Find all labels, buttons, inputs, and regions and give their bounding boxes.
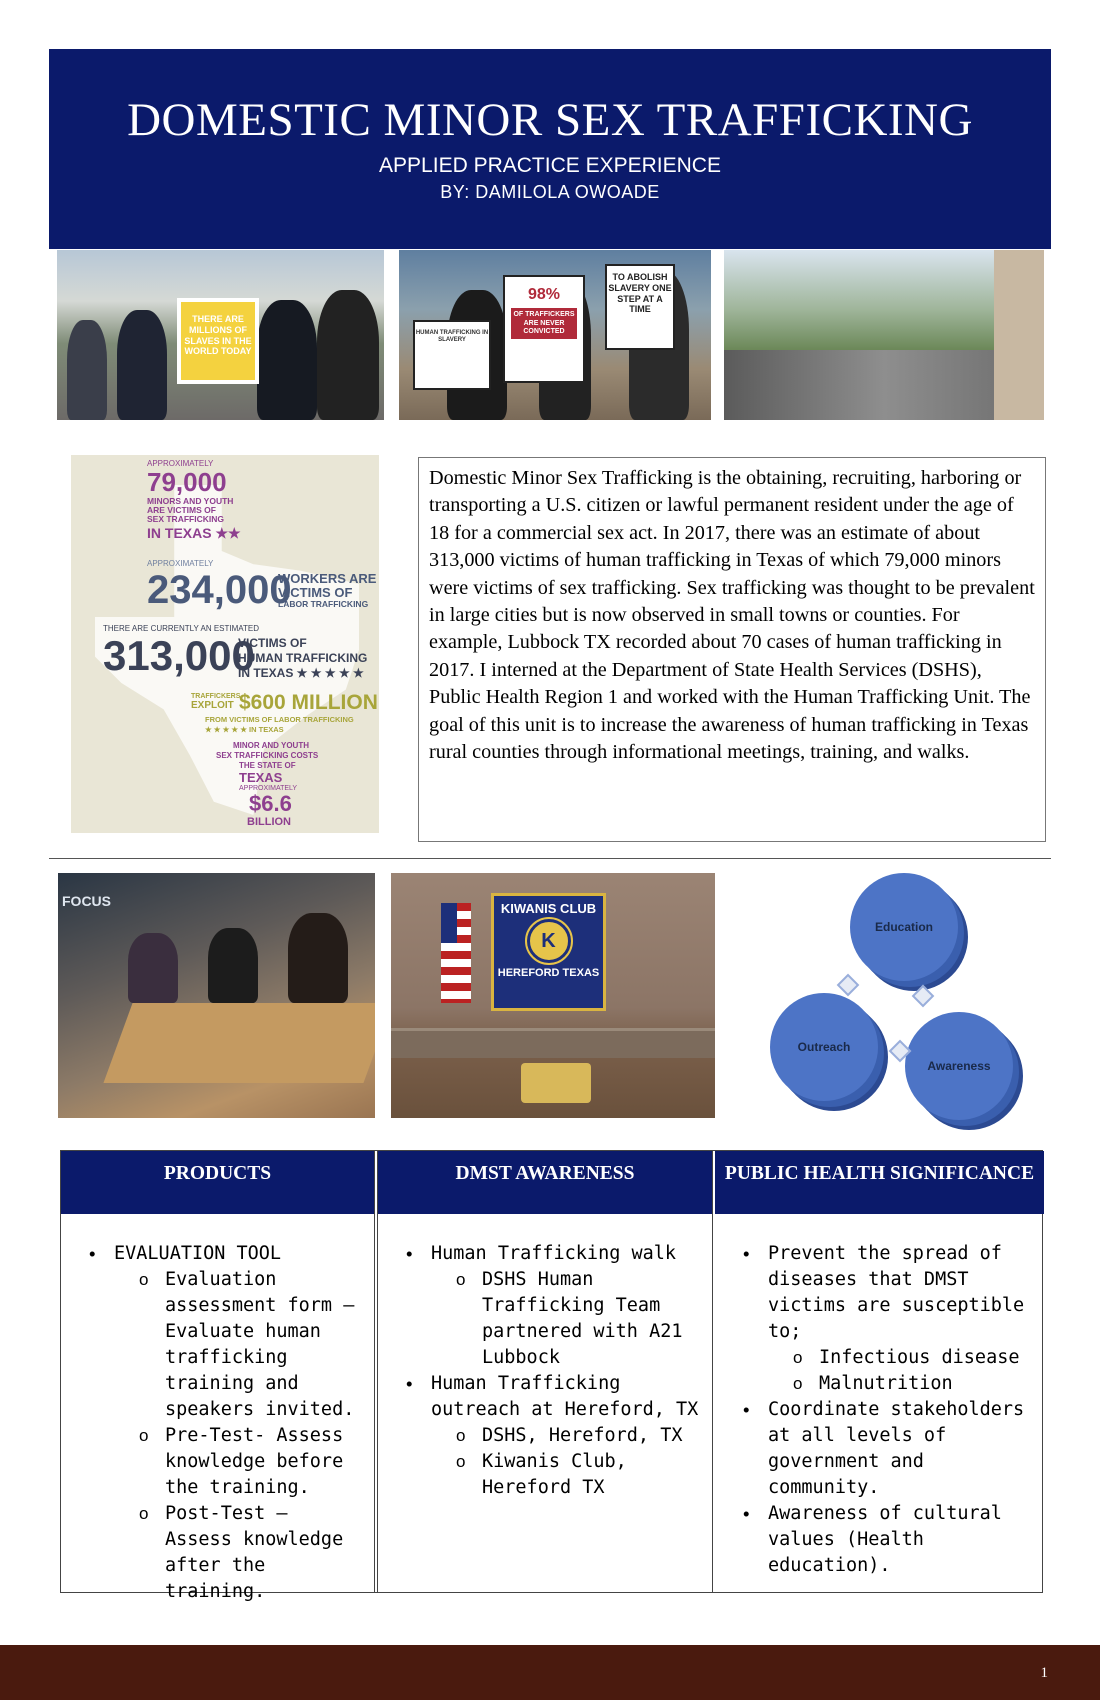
page-subtitle: APPLIED PRACTICE EXPERIENCE (379, 154, 721, 177)
list-item: • Coordinate stakeholders at all levels of government and community. (743, 1399, 1025, 1498)
ig-label-1: APPROXIMATELY (147, 459, 214, 468)
dmst-awareness-column (377, 1151, 713, 1592)
walk-photo-1 (57, 250, 384, 420)
intro-text-box: Domestic Minor Sex Trafficking is the obtaining, recruiting, harboring or transporting a U.S. citizen or lawful permanent resident under the age of 18 for a commercial sex act. In 2017, there was an estimate of about 313,000 victims of human trafficking in Texas of which 79,000 minors were victims of sex trafficking. Sex trafficking was thought to be prevalent in large cities but is now observed in small towns or counties. For example, Lubbock TX recorded about 70 cases of human trafficking in 2017. I interned at the Department of State Health Services (DSHS), Public Health Region 1 and worked with the Human Trafficking Unit. The goal of this unit is to increase the awareness of human trafficking in Texas rural counties through informational meetings, training, and walks. (418, 457, 1046, 842)
products-header: PRODUCTS (61, 1151, 374, 1214)
list-item: o Malnutrition (793, 1373, 953, 1394)
ig-text-5d: TEXAS (239, 770, 283, 785)
texas-trafficking-infographic (71, 455, 379, 833)
kiwanis-location: HEREFORD TEXAS (497, 967, 600, 979)
walk-photo-3 (724, 250, 1044, 420)
ig-text-5c: THE STATE OF (239, 761, 296, 770)
list-item: o Kiwanis Club, Hereford TX (456, 1451, 627, 1498)
list-item: o Infectious disease (793, 1347, 1020, 1368)
us-flag-icon (441, 903, 471, 1003)
public-health-significance-column (715, 1151, 1044, 1592)
list-item: o Pre-Test- Assess knowledge before the training. (139, 1425, 344, 1498)
ig-text-5b: SEX TRAFFICKING COSTS (216, 751, 319, 760)
cycle-arrow-icon (912, 985, 935, 1008)
focus-slide-text: FOCUS (62, 893, 111, 909)
ig-value-6-6: $6.6 (249, 791, 292, 816)
sign-98-text: OF TRAFFICKERS ARE NEVER CONVICTED (511, 308, 577, 339)
list-item: o Post-Test – Assess knowledge after the training. (139, 1503, 344, 1602)
ig-value-234000: 234,000 (147, 568, 292, 612)
kiwanis-title: KIWANIS CLUB (500, 901, 597, 916)
sign-abolish-slavery: TO ABOLISH SLAVERY ONE STEP AT A TIME (605, 264, 675, 350)
ig-text-3b: HUMAN TRAFFICKING (238, 651, 368, 665)
ig-value-600-million: $600 MILLION (239, 691, 378, 714)
author-line: BY: DAMILOLA OWOADE (440, 182, 660, 202)
list-item: • Human Trafficking outreach at Hereford, TX (406, 1373, 699, 1420)
ig-text-4c: FROM VICTIMS OF LABOR TRAFFICKING (205, 715, 354, 724)
ig-text-3a: VICTIMS OF (238, 636, 307, 650)
kiwanis-club-photo (391, 873, 715, 1118)
ig-text-5e: BILLION (247, 816, 291, 828)
page-title: DOMESTIC MINOR SEX TRAFFICKING (127, 94, 973, 146)
list-item: o DSHS, Hereford, TX (456, 1425, 683, 1446)
list-item: o DSHS Human Trafficking Team partnered with A21 Lubbock (456, 1269, 683, 1368)
ig-label-5: APPROXIMATELY (239, 785, 298, 792)
ig-text-1a: MINORS AND YOUTH (147, 496, 234, 506)
summary-table (60, 1150, 1043, 1602)
section-divider (49, 858, 1051, 859)
ig-text-3c: IN TEXAS ★ ★ ★ ★ ★ (238, 666, 364, 680)
walk-photo-2 (399, 250, 711, 420)
cycle-diagram (760, 865, 1040, 1135)
list-item: • EVALUATION TOOL (89, 1243, 282, 1264)
ig-text-1b: ARE VICTIMS OF (147, 505, 216, 515)
public-health-significance-header: PUBLIC HEALTH SIGNIFICANCE (715, 1151, 1044, 1214)
kiwanis-logo-icon: K (527, 919, 571, 963)
sign-human-trafficking: HUMAN TRAFFICKING IN SLAVERY (413, 320, 491, 390)
cycle-arrow-icon (837, 974, 860, 997)
title-banner (49, 49, 1051, 249)
sign-98-value: 98% (527, 286, 561, 303)
sign-98-percent (503, 275, 585, 383)
ig-value-79000: 79,000 (147, 467, 227, 497)
ig-text-1d: IN TEXAS ★★ (147, 525, 241, 541)
page-footer (0, 1645, 1100, 1700)
ig-text-2c: LABOR TRAFFICKING (278, 599, 369, 609)
page-number: 1 (1040, 1665, 1048, 1681)
sign-millions-of-slaves: THERE ARE MILLIONS OF SLAVES IN THE WORLD TODAY (177, 298, 259, 384)
list-item: • Prevent the spread of diseases that DMST victims are susceptible to; (743, 1243, 1025, 1342)
ig-text-4d: ★ ★ ★ ★ ★ IN TEXAS (205, 725, 284, 734)
products-column (61, 1151, 375, 1602)
ig-label-3: THERE ARE CURRENTLY AN ESTIMATED (103, 624, 260, 633)
ig-text-2b: VICTIMS OF (278, 585, 353, 600)
cycle-outreach: Outreach (770, 993, 878, 1101)
cycle-education: Education (850, 873, 958, 981)
ig-label-2: APPROXIMATELY (147, 559, 214, 568)
cycle-awareness: Awareness (905, 1012, 1013, 1120)
list-item: • Human Trafficking walk (406, 1243, 677, 1264)
ig-text-2a: WORKERS ARE (278, 571, 377, 586)
ig-text-4b: EXPLOIT (191, 700, 234, 711)
list-item: o Evaluation assessment form – Evaluate human trafficking training and speakers invited. (139, 1269, 355, 1420)
kiwanis-banner (491, 893, 606, 1011)
ig-text-5a: MINOR AND YOUTH (233, 741, 309, 750)
dmst-awareness-header: DMST AWARENESS (378, 1151, 712, 1214)
ig-text-4a: TRAFFICKERS (191, 693, 241, 700)
training-meeting-photo (58, 873, 375, 1118)
ig-text-1c: SEX TRAFFICKING (147, 514, 224, 524)
list-item: • Awareness of cultural values (Health education). (743, 1503, 1002, 1576)
ig-value-313000: 313,000 (103, 632, 255, 679)
